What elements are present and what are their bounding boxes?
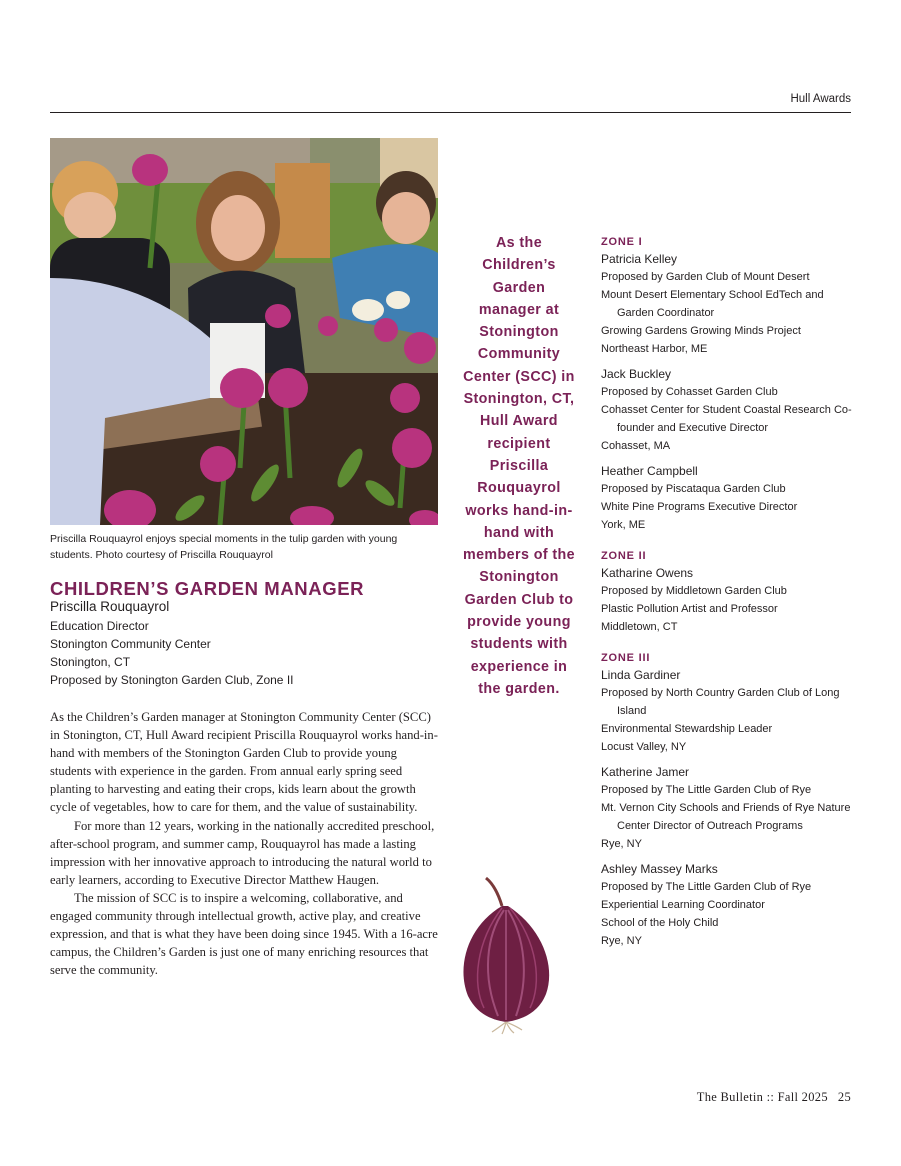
nominee-line: White Pine Programs Executive Director <box>601 501 798 513</box>
nominee-line: Environmental Stewardship Leader <box>601 723 773 735</box>
nominee-name: Katherine Jamer <box>601 765 690 779</box>
nominee-line: Plastic Pollution Artist and Professor <box>601 603 778 615</box>
nominee-line: Proposed by The Little Garden Club of Rye <box>601 881 812 893</box>
body-paragraph: The mission of SCC is to inspire a welcoming, collaborative, and engaged community through intellectual growth, active play, and creative expression, and that is what they have been doing since 1945. With a 16-acre campus, the Children’s Garden is just one of many enriching resources that serve the community. <box>50 890 438 978</box>
tulip-garden-photo <box>50 138 438 525</box>
page-footer <box>697 1090 851 1105</box>
publication-name: The Bulletin :: Fall 2025 <box>696 1090 828 1104</box>
detail-line: Proposed by Stonington Garden Club, Zone II <box>50 673 294 687</box>
nominee-entry <box>601 462 861 534</box>
zone-1 <box>601 234 861 534</box>
nominee-line: Proposed by Middletown Garden Club <box>601 585 787 597</box>
nominee-name: Heather Campbell <box>601 464 698 478</box>
photo-caption: Priscilla Rouquayrol enjoys special moments in the tulip garden with young students. Photo courtesy of Priscilla Rouquayrol <box>50 533 398 561</box>
nominee-line: Proposed by Piscataqua Garden Club <box>601 483 786 495</box>
body-paragraph: For more than 12 years, working in the nationally accredited preschool, after-school program, and summer camp, Rouquayrol has made a lasting impression with her innovative approach to introducing the natural world to early learners, according to Executive Director Matthew Haugen. <box>50 818 435 887</box>
honoree-details <box>50 617 440 689</box>
nominee-name: Linda Gardiner <box>601 668 681 682</box>
zone-2 <box>601 548 861 636</box>
nominee-name: Katharine Owens <box>601 566 694 580</box>
nominee-line: Experiential Learning Coordinator <box>601 899 765 911</box>
zone-title: ZONE III <box>601 652 651 664</box>
nominee-line: Cohasset Center for Student Coastal Research Co-founder and Executive Director <box>601 404 852 434</box>
nominee-line: Middletown, CT <box>601 621 678 633</box>
article-body <box>50 708 438 979</box>
nominee-line: Cohasset, MA <box>601 440 671 452</box>
detail-line: Stonington Community Center <box>50 637 211 651</box>
nominee-line: Proposed by Garden Club of Mount Desert <box>601 271 810 283</box>
nominee-name: Patricia Kelley <box>601 252 678 266</box>
nominee-line: Proposed by North Country Garden Club of Long Island <box>601 687 840 717</box>
nominee-entry <box>601 564 861 636</box>
header-rule <box>50 112 851 113</box>
nominee-name: Jack Buckley <box>601 367 672 381</box>
zone-title: ZONE I <box>601 236 643 248</box>
nominee-line: Locust Valley, NY <box>601 741 687 753</box>
honoree-name: Priscilla Rouquayrol <box>50 599 170 614</box>
nominee-line: Mt. Vernon City Schools and Friends of Rye Nature Center Director of Outreach Programs <box>601 802 851 832</box>
detail-line: Education Director <box>50 619 149 633</box>
nominee-name: Ashley Massey Marks <box>601 862 718 876</box>
nominee-entry <box>601 365 861 455</box>
body-paragraph: As the Children’s Garden manager at Stonington Community Center (SCC) in Stonington, CT, Hull Award recipient Priscilla Rouquayrol works hand-in-hand with members of the Stonington Garden Club to provide young students with experience in the garden. From annual early spring seed planting to harvesting and eating their crops, kids learn about the growth cycle of vegetables, how to care for them, and the value of sustainability. <box>50 710 438 815</box>
nominee-line: Proposed by The Little Garden Club of Rye <box>601 784 812 796</box>
nominee-line: School of the Holy Child <box>601 917 719 929</box>
nominee-entry <box>601 763 861 853</box>
article-title: CHILDREN’S GARDEN MANAGER <box>50 578 365 599</box>
nominee-entry <box>601 250 861 358</box>
section-label: Hull Awards <box>790 93 851 105</box>
nominee-line: Growing Gardens Growing Minds Project <box>601 325 801 337</box>
detail-line: Stonington, CT <box>50 655 131 669</box>
zone-3 <box>601 650 861 950</box>
nominee-line: Rye, NY <box>601 935 642 947</box>
nominee-line: Rye, NY <box>601 838 642 850</box>
page-number: 25 <box>837 1090 851 1104</box>
nominee-line: Northeast Harbor, ME <box>601 343 708 355</box>
zone-title: ZONE II <box>601 550 647 562</box>
nominee-line: York, ME <box>601 519 646 531</box>
nominee-line: Proposed by Cohasset Garden Club <box>601 386 778 398</box>
nominee-line: Mount Desert Elementary School EdTech and Garden Coordinator <box>601 289 824 319</box>
zone-listings <box>601 234 861 957</box>
nominee-entry <box>601 666 861 756</box>
red-onion-illustration <box>458 876 554 1036</box>
nominee-entry <box>601 860 861 950</box>
pull-quote: As the Children’s Garden manager at Stonington Community Center (SCC) in Stonington, CT, Hull Award recipient Priscilla Rouquayrol works hand-in-hand with members of the Stonington Garden Club to provide young students with experience in the garden. <box>462 235 576 697</box>
